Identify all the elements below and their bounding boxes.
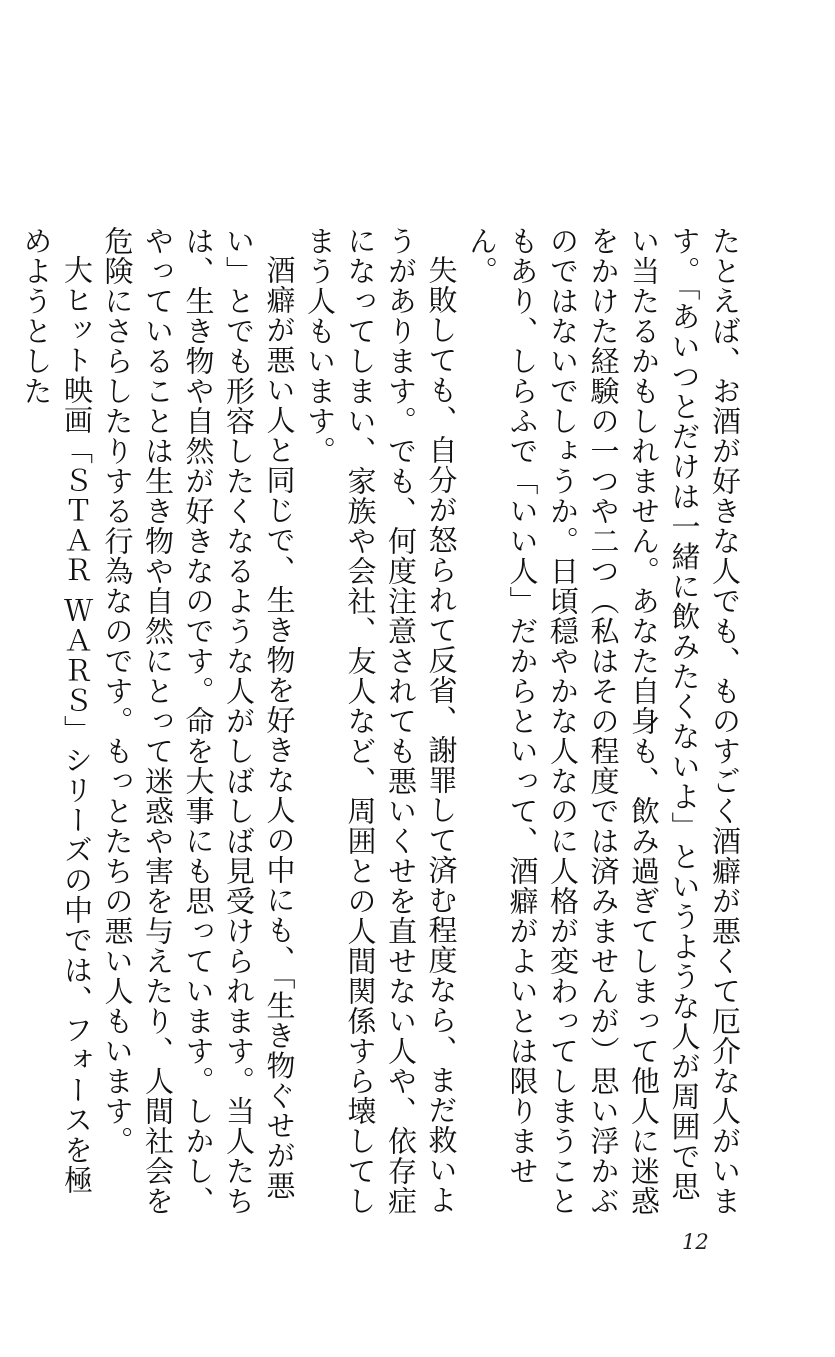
paragraph: 失敗しても、自分が怒られて反省、謝罪して済む程度なら、まだ救いようがあります。でも、何度注意されても悪いくせを直せない人や、依存症になってしまい、家族や会社、友人など、周囲との人間関係すら壊してしまう人もいます。: [303, 226, 459, 1216]
paragraph: 酒癖が悪い人と同じで、生き物を好きな人の中にも、「生き物ぐせが悪い」とでも形容したくなるような人がしばしば見受けられます。当人たちは、生き物や自然が好きなのです。命を大事にも思っています。しかし、やっていることは生き物や自然にとって迷惑や害を与えたり、人間社会を危険にさらしたりする行為なのです。もっとたちの悪い人もいます。: [100, 226, 297, 1216]
paragraph: 大ヒット映画「ＳＴＡＲ ＷＡＲＳ」シリーズの中では、フォースを極めようとした: [19, 226, 94, 1196]
page-number: 12: [682, 1230, 709, 1254]
body-text: [16, 226, 745, 1216]
paragraph: たとえば、お酒が好きな人でも、ものすごく酒癖が悪くて厄介な人がいます。「あいつとだけは一緒に飲みたくないよ」というような人が周囲で思い当たるかもしれません。あなた自身も、飲み過ぎてしまって他人に迷惑をかけた経験の一つや二つ（私はその程度では済みませんが）思い浮かぶのではないでしょうか。日頃穏やかな人なのに人格が変わってしまうこともあり、しらふで「いい人」だからといって、酒癖がよいとは限りません。: [465, 226, 742, 1216]
